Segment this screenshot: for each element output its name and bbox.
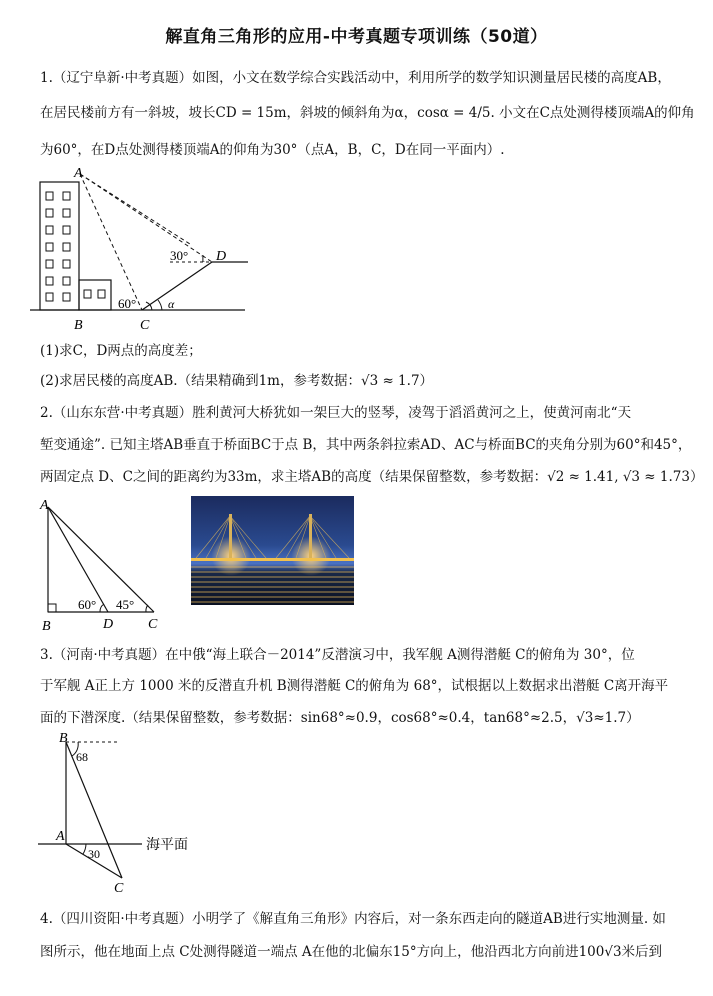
q3-text-line-1: 3.（河南·中考真题）在中俄“海上联合－2014”反潜演习中，我军舰 A测得潜艇 C的俯角为 30°，位 xyxy=(40,647,635,663)
q1-subquestion-2: (2)求居民楼的高度AB.（结果精确到1m，参考数据：√3 ≈ 1.7） xyxy=(40,373,434,389)
angle-45-arc xyxy=(146,605,148,612)
q4-text-line-2: 图所示，他在地面上点 C处测得隧道一端点 A在他的北偏东15°方向上，他沿西北方向前进100√3米后到 xyxy=(40,944,663,960)
q1-subquestion-1: (1)求C，D两点的高度差； xyxy=(40,343,202,359)
q2-label-d: D xyxy=(103,617,114,632)
q1-label-c: C xyxy=(140,318,150,332)
q3-text-line-2: 于军舰 A正上方 1000 米的反潜直升机 B测得潜艇 C的俯角为 68°，试根据以上数据求出潜艇 C离开海平 xyxy=(40,678,669,694)
q2-text-line-1: 2.（山东东营·中考真题）胜利黄河大桥犹如一架巨大的竖琴，凌驾于滔滔黄河之上，使黄河南北“天 xyxy=(40,405,632,421)
q1-text-line-2: 在居民楼前方有一斜坡，坡长CD = 15m，斜坡的倾斜角为α，cosα = 4/5. 小文在C点处测得楼顶端A的仰角 xyxy=(40,105,695,121)
right-angle-mark xyxy=(48,604,56,612)
q3-label-c: C xyxy=(114,881,124,896)
cable-ac xyxy=(48,507,154,612)
angle-alpha-arc xyxy=(158,300,162,310)
q1-label-d: D xyxy=(216,249,227,264)
q1-label-a: A xyxy=(74,166,83,181)
q1-angle-alpha: α xyxy=(168,297,175,311)
angle-30-arc xyxy=(83,844,86,854)
q1-text-line-3: 为60°，在D点处测得楼顶端A的仰角为30°（点A，B，C，D在同一平面内）. xyxy=(40,142,505,158)
slope-line xyxy=(142,262,212,310)
q1-text-line-1: 1.（辽宁阜新·中考真题）如图，小文在数学综合实践活动中，利用所学的数学知识测量居民楼的高度AB， xyxy=(40,70,671,86)
q2-figure xyxy=(34,495,164,635)
q1-angle-60: 60° xyxy=(118,296,137,311)
q3-figure xyxy=(30,728,230,898)
q2-text-line-3: 两固定点 D、C之间的距离约为33m，求主塔AB的高度（结果保留整数，参考数据：√2 ≈ 1.41, √3 ≈ 1.73） xyxy=(40,469,704,485)
page-title: 解直角三角形的应用-中考真题专项训练（50道） xyxy=(165,27,548,47)
q1-angle-1: 1 xyxy=(200,253,206,265)
q2-label-a: A xyxy=(40,498,49,513)
q3-angle-30: 30 xyxy=(88,847,100,861)
q2-angle-45: 45° xyxy=(116,597,135,612)
q2-angle-60: 60° xyxy=(78,597,97,612)
q3-text-line-3: 面的下潜深度.（结果保留整数，参考数据：sin68°≈0.9，cos68°≈0.4，tan68°≈2.5，√3≈1.7） xyxy=(40,710,640,726)
q2-text-line-2: 堑变通途”. 已知主塔AB垂直于桥面BC于点 B，其中两条斜拉索AD、AC与桥面BC的夹角分别为60°和45°， xyxy=(40,437,692,453)
bridge-photo xyxy=(191,496,354,605)
q1-angle-30: 30° xyxy=(170,248,189,263)
angle-60-arc xyxy=(100,604,104,612)
q3-label-a: A xyxy=(56,829,65,844)
q4-text-line-1: 4.（四川资阳·中考真题）小明学了《解直角三角形》内容后，对一条东西走向的隧道AB进行实地测量. 如 xyxy=(40,911,666,927)
q2-label-c: C xyxy=(148,617,158,632)
q1-figure xyxy=(30,162,260,332)
q2-label-b: B xyxy=(42,619,51,634)
q3-sea-level-label: 海平面 xyxy=(146,838,188,853)
q3-label-b: B xyxy=(59,731,68,746)
q3-angle-68: 68 xyxy=(76,750,88,764)
q1-label-b: B xyxy=(74,318,83,332)
sight-line-d xyxy=(80,174,212,262)
